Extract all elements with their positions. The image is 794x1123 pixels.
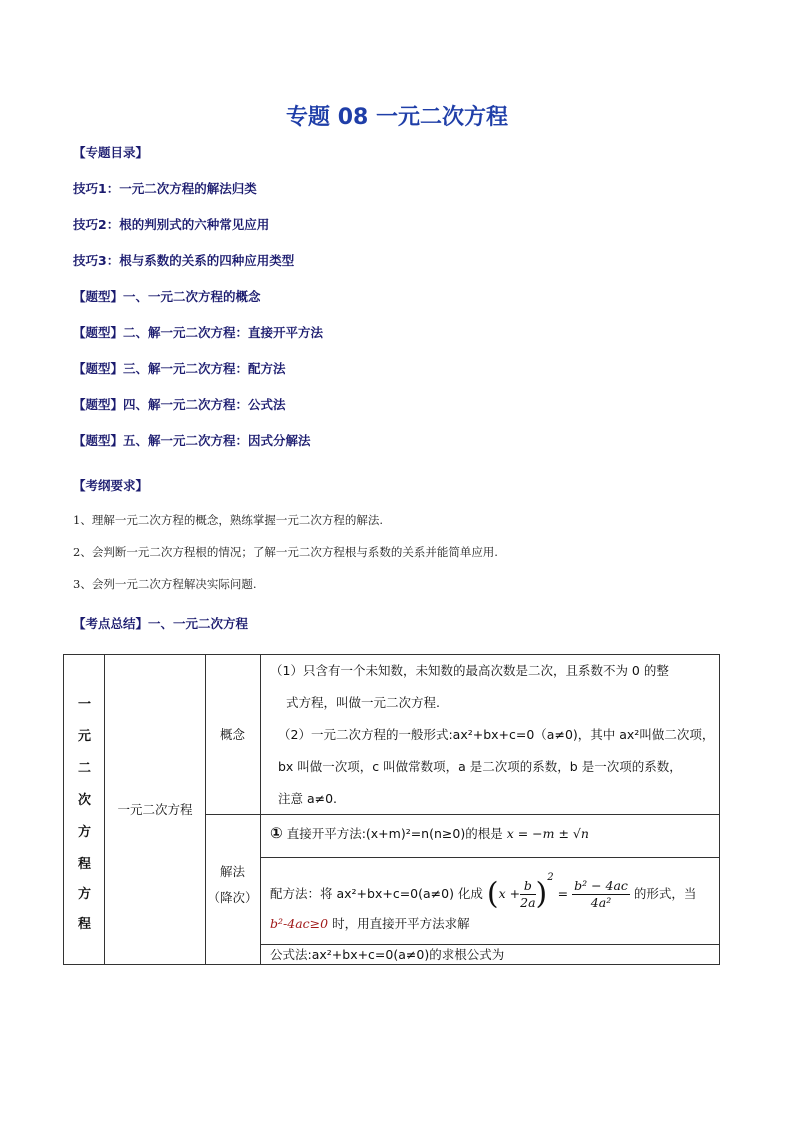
method-quadratic-formula: 公式法:ax²+bx+c=0(a≠0)的求根公式为 bbox=[270, 947, 505, 962]
toc-item: 技巧2：根的判别式的六种常见应用 bbox=[73, 217, 270, 232]
equals-sign: = bbox=[557, 886, 569, 901]
table-col1-char: 程 bbox=[77, 917, 91, 932]
left-paren-icon: ( bbox=[486, 876, 499, 912]
concept-text bbox=[270, 655, 720, 815]
concept-line: 式方程，叫做一元二次方程. bbox=[286, 695, 440, 710]
requirement-item: 2、会判断一元二次方程根的情况；了解一元二次方程根与系数的关系并能简单应用. bbox=[73, 545, 498, 559]
toc-item: 【题型】一、一元二次方程的概念 bbox=[73, 289, 261, 304]
method2-text-c: 时，用直接开平方法求解 bbox=[332, 916, 470, 931]
toc-header: 【专题目录】 bbox=[73, 145, 149, 160]
method1-root-formula: x = −m ± √n bbox=[506, 826, 589, 841]
method-label bbox=[205, 859, 260, 911]
requirement-item: 3、会列一元二次方程解决实际问题. bbox=[73, 577, 257, 591]
right-paren-icon: ) bbox=[535, 876, 548, 912]
method2-x: x + bbox=[498, 886, 521, 901]
table-col1-char: 二 bbox=[77, 761, 91, 776]
method2-text-a: 配方法：将 ax²+bx+c=0(a≠0) 化成 bbox=[270, 886, 483, 901]
concept-line: 注意 a≠0. bbox=[278, 791, 338, 806]
method-direct-root bbox=[270, 821, 720, 846]
table-col1-char: 程 bbox=[77, 857, 91, 872]
concept-line: （2）一元二次方程的一般形式:ax²+bx+c=0（a≠0)，其中 ax²叫做二次项， bbox=[278, 727, 715, 742]
fraction-denominator: 2a bbox=[520, 895, 536, 910]
page-title: 专题 08 一元二次方程 bbox=[286, 105, 508, 130]
square-exponent: 2 bbox=[547, 872, 554, 883]
table-divider bbox=[260, 655, 261, 964]
method-label-main: 解法 bbox=[219, 864, 245, 879]
fraction-discriminant bbox=[572, 878, 630, 911]
method1-text: 直接开平方法:(x+m)²=n(n≥0)的根是 bbox=[286, 826, 503, 841]
requirements-header: 【考纲要求】 bbox=[73, 478, 149, 493]
table-topic: 一元二次方程 bbox=[117, 802, 193, 817]
discriminant-condition: b²-4ac≥0 bbox=[270, 916, 329, 931]
toc-item: 技巧1：一元二次方程的解法归类 bbox=[73, 181, 257, 196]
method-label-sub: （降次） bbox=[207, 890, 258, 905]
table-col1-char: 方 bbox=[77, 887, 91, 902]
table-col1-char: 方 bbox=[77, 825, 91, 840]
toc-item: 【题型】五、解一元二次方程：因式分解法 bbox=[73, 433, 311, 448]
table-col1-char: 次 bbox=[77, 793, 91, 808]
fraction-b-over-2a bbox=[520, 878, 535, 911]
table-col1-char: 元 bbox=[77, 729, 91, 744]
toc-item: 【题型】三、解一元二次方程：配方法 bbox=[73, 361, 286, 376]
requirement-item: 1、理解一元二次方程的概念，熟练掌握一元二次方程的解法. bbox=[73, 513, 383, 527]
method-completing-square bbox=[270, 867, 720, 935]
concept-line: bx 叫做一次项，c 叫做常数项，a 是二次项的系数，b 是一次项的系数， bbox=[278, 759, 682, 774]
table-divider bbox=[205, 655, 206, 964]
toc-item: 【题型】二、解一元二次方程：直接开平方法 bbox=[73, 325, 324, 340]
toc-item: 【题型】四、解一元二次方程：公式法 bbox=[73, 397, 286, 412]
concept-line: （1）只含有一个未知数，未知数的最高次数是二次，且系数不为 0 的整 bbox=[270, 663, 669, 678]
method2-text-b: 的形式，当 bbox=[633, 886, 697, 901]
circled-number-one: ① bbox=[270, 824, 283, 842]
table-col1-char: 一 bbox=[77, 697, 91, 712]
fraction-numerator: b² − 4ac bbox=[574, 878, 628, 893]
summary-header: 【考点总结】一、一元二次方程 bbox=[73, 616, 249, 631]
summary-table bbox=[63, 654, 720, 965]
fraction-denominator: 4a² bbox=[590, 895, 612, 910]
fraction-numerator: b bbox=[520, 878, 535, 895]
toc-item: 技巧3：根与系数的关系的四种应用类型 bbox=[73, 253, 295, 268]
concept-label: 概念 bbox=[219, 727, 245, 742]
table-divider bbox=[260, 857, 719, 858]
